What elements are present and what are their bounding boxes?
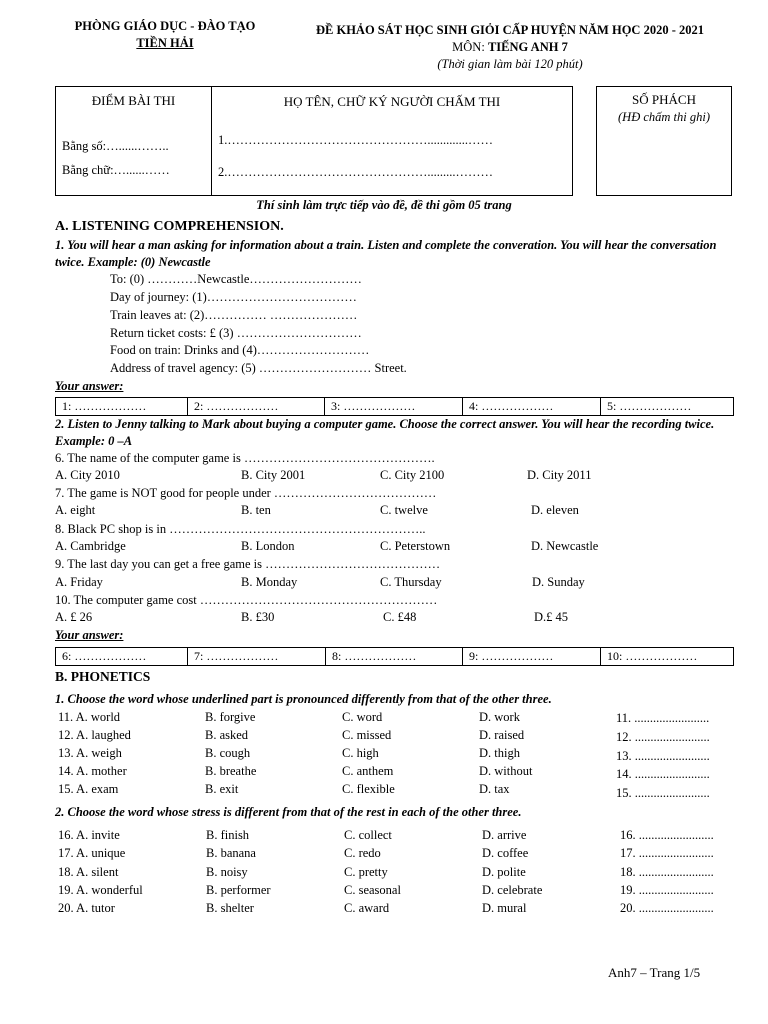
- option: D. eleven: [531, 503, 579, 517]
- option: B. cough: [205, 746, 251, 760]
- option: A. Cambridge: [55, 539, 126, 553]
- answer-cell[interactable]: 1: ………………: [56, 398, 188, 415]
- option: B. breathe: [205, 764, 257, 778]
- answer-blank[interactable]: 12. ........................: [616, 730, 710, 744]
- option: B. performer: [206, 883, 271, 897]
- answer-cell[interactable]: 9: ………………: [463, 648, 601, 665]
- question-8: 8. Black PC shop is in ……………………………………………………..: [55, 522, 426, 536]
- sophach-cell: [597, 87, 732, 196]
- your-answer-label-1: Your answer:: [55, 379, 124, 393]
- question-10: 10. The computer game cost …………………………………………………: [55, 593, 438, 607]
- score-cell: [56, 87, 212, 196]
- option: 17. A. unique: [58, 846, 126, 860]
- option: B. asked: [205, 728, 249, 742]
- option: C. twelve: [380, 503, 428, 517]
- options-9: [55, 575, 755, 593]
- grader-line-1: 1.………………………………………….............……: [218, 133, 493, 147]
- option: B. banana: [206, 846, 256, 860]
- option: D. mural: [482, 901, 527, 915]
- option: C. award: [344, 901, 390, 915]
- sophach-note: (HĐ chấm thi ghi): [618, 110, 710, 124]
- phonetics-row-12: [58, 728, 758, 746]
- option: C. missed: [342, 728, 392, 742]
- option: D. thigh: [479, 746, 520, 760]
- option: A. City 2010: [55, 468, 120, 482]
- option: D. work: [479, 710, 520, 724]
- option: B. forgive: [205, 710, 256, 724]
- option: C. Peterstown: [380, 539, 451, 553]
- question-6: 6. The name of the computer game is ……………………………………….: [55, 451, 435, 465]
- score-number-field: Bằng số:…......……..: [62, 139, 169, 153]
- option: 16. A. invite: [58, 828, 120, 842]
- form-line-2: Train leaves at: (2)…………… …………………: [110, 308, 358, 322]
- options-8: [55, 539, 755, 557]
- sophach-box: [596, 86, 732, 196]
- stress-row-20: [58, 901, 758, 919]
- option: 19. A. wonderful: [58, 883, 143, 897]
- answer-blank[interactable]: 13. ........................: [616, 749, 710, 763]
- option: C. high: [342, 746, 379, 760]
- instruction: Thí sinh làm trực tiếp vào đề, đề thi gồm 05 trang: [256, 198, 512, 212]
- form-line-0: To: (0) …………Newcastle………………………: [110, 272, 362, 286]
- exam-subject: MÔN: TIẾNG ANH 7: [452, 40, 568, 54]
- option: B. London: [241, 539, 295, 553]
- option: D. tax: [479, 782, 510, 796]
- p2-instruction: 2. Choose the word whose stress is different from that of the rest in each of the other three.: [55, 805, 522, 819]
- score-title: ĐIỂM BÀI THI: [91, 93, 176, 108]
- option: D. polite: [482, 865, 526, 879]
- option: C. pretty: [344, 865, 388, 879]
- option: D. City 2011: [527, 468, 592, 482]
- answer-cell[interactable]: 10: ………………: [607, 649, 698, 663]
- option: C. word: [342, 710, 383, 724]
- answer-cell[interactable]: 3: ………………: [325, 398, 463, 415]
- answer-blank[interactable]: 17. ........................: [620, 846, 714, 860]
- form-line-5: Address of travel agency: (5) ……………………… Street.: [110, 361, 407, 375]
- answer-blank[interactable]: 14. ........................: [616, 767, 710, 781]
- page-footer: Anh7 – Trang 1/5: [608, 965, 701, 980]
- option: 20. A. tutor: [58, 901, 115, 915]
- option: B. Monday: [241, 575, 298, 589]
- score-words-field: Bằng chữ:…......……: [62, 163, 170, 177]
- answer-cell[interactable]: 5: ………………: [607, 399, 692, 413]
- option: 11. A. world: [58, 710, 121, 724]
- section-a-title: A. LISTENING COMPREHENSION.: [55, 219, 284, 234]
- section-b-title: B. PHONETICS: [55, 669, 151, 684]
- option: D. raised: [479, 728, 525, 742]
- score-box: [55, 86, 573, 196]
- option: 13. A. weigh: [58, 746, 122, 760]
- exam-header: [290, 22, 730, 73]
- q2-instruction: 2. Listen to Jenny talking to Mark about buying a computer game. Choose the correct answer. You will hear the recording twice. Example: 0 –A: [55, 417, 715, 448]
- option: D. coffee: [482, 846, 529, 860]
- option: B. shelter: [206, 901, 254, 915]
- option: C. Thursday: [380, 575, 442, 589]
- option: D. without: [479, 764, 533, 778]
- stress-row-18: [58, 865, 758, 883]
- option: 15. A. exam: [58, 782, 119, 796]
- sophach-title: SỐ PHÁCH: [632, 92, 696, 107]
- form-line-1: Day of journey: (1)………………………………: [110, 290, 357, 304]
- answer-cell[interactable]: 2: ………………: [188, 398, 325, 415]
- answer-blank[interactable]: 20. ........................: [620, 901, 714, 915]
- answer-cell[interactable]: 6: ………………: [56, 648, 188, 665]
- option: A. £ 26: [55, 610, 93, 624]
- stress-row-19: [58, 883, 758, 901]
- stress-row-17: [58, 846, 758, 864]
- option: A. eight: [55, 503, 96, 517]
- answer-table-1: [55, 397, 734, 416]
- department-name: PHÒNG GIÁO DỤC - ĐÀO TẠO: [74, 19, 256, 33]
- option: C. redo: [344, 846, 381, 860]
- form-line-4: Food on train: Drinks and (4)………………………: [110, 343, 370, 357]
- option: B. finish: [206, 828, 250, 842]
- grader-line-2: 2.………………………………………….........………: [218, 165, 493, 179]
- stress-row-16: [58, 828, 758, 846]
- option: D. arrive: [482, 828, 527, 842]
- phonetics-row-15: [58, 782, 758, 800]
- options-6: [55, 468, 755, 486]
- option: 14. A. mother: [58, 764, 127, 778]
- option: D. celebrate: [482, 883, 543, 897]
- option: C. flexible: [342, 782, 395, 796]
- option: C. anthem: [342, 764, 394, 778]
- answer-blank[interactable]: 16. ........................: [620, 828, 714, 842]
- phonetics-row-14: [58, 764, 758, 782]
- answer-cell[interactable]: 8: ………………: [326, 648, 463, 665]
- q1-instruction: 1. You will hear a man asking for information about a train. Listen and complete the converation. You will hear the conversation twice. Example: (0) Newcastle: [55, 238, 717, 269]
- grader-cell: [212, 87, 573, 196]
- exam-title: ĐỀ KHẢO SÁT HỌC SINH GIỎI CẤP HUYỆN NĂM HỌC 2020 - 2021: [316, 23, 704, 37]
- phonetics-row-13: [58, 746, 758, 764]
- option: C. collect: [344, 828, 392, 842]
- option: B. exit: [205, 782, 239, 796]
- option: 18. A. silent: [58, 865, 119, 879]
- option: C. seasonal: [344, 883, 401, 897]
- department-header: [60, 18, 270, 52]
- option: C. £48: [383, 610, 417, 624]
- answer-blank[interactable]: 11. ........................: [616, 711, 710, 725]
- option: D. Sunday: [532, 575, 585, 589]
- answer-table-2: [55, 647, 734, 666]
- grader-title: HỌ TÊN, CHỮ KÝ NGƯỜI CHẤM THI: [283, 94, 501, 109]
- option: D.£ 45: [534, 610, 569, 624]
- option: D. Newcastle: [531, 539, 599, 553]
- answer-blank[interactable]: 15. ........................: [616, 786, 710, 800]
- option: B. ten: [241, 503, 271, 517]
- answer-cell[interactable]: 7: ………………: [188, 648, 326, 665]
- option: 12. A. laughed: [58, 728, 131, 742]
- phonetics-row-11: [58, 710, 758, 728]
- exam-time: (Thời gian làm bài 120 phút): [437, 57, 583, 71]
- options-7: [55, 503, 755, 521]
- options-10: [55, 610, 755, 628]
- district-name: TIỀN HẢI: [136, 36, 194, 50]
- option: B. £30: [241, 610, 275, 624]
- option: A. Friday: [55, 575, 103, 589]
- answer-cell[interactable]: 4: ………………: [463, 398, 601, 415]
- option: C. City 2100: [380, 468, 445, 482]
- question-9: 9. The last day you can get a free game is ……………………………………: [55, 557, 441, 571]
- answer-blank[interactable]: 18. ........................: [620, 865, 714, 879]
- answer-blank[interactable]: 19. ........................: [620, 883, 714, 897]
- question-7: 7. The game is NOT good for people under …………………………………: [55, 486, 437, 500]
- form-line-3: Return ticket costs: £ (3) …………………………: [110, 326, 362, 340]
- option: B. noisy: [206, 865, 248, 879]
- p1-instruction: 1. Choose the word whose underlined part is pronounced differently from that of the other three.: [55, 692, 552, 706]
- your-answer-label-2: Your answer:: [55, 628, 124, 642]
- option: B. City 2001: [241, 468, 306, 482]
